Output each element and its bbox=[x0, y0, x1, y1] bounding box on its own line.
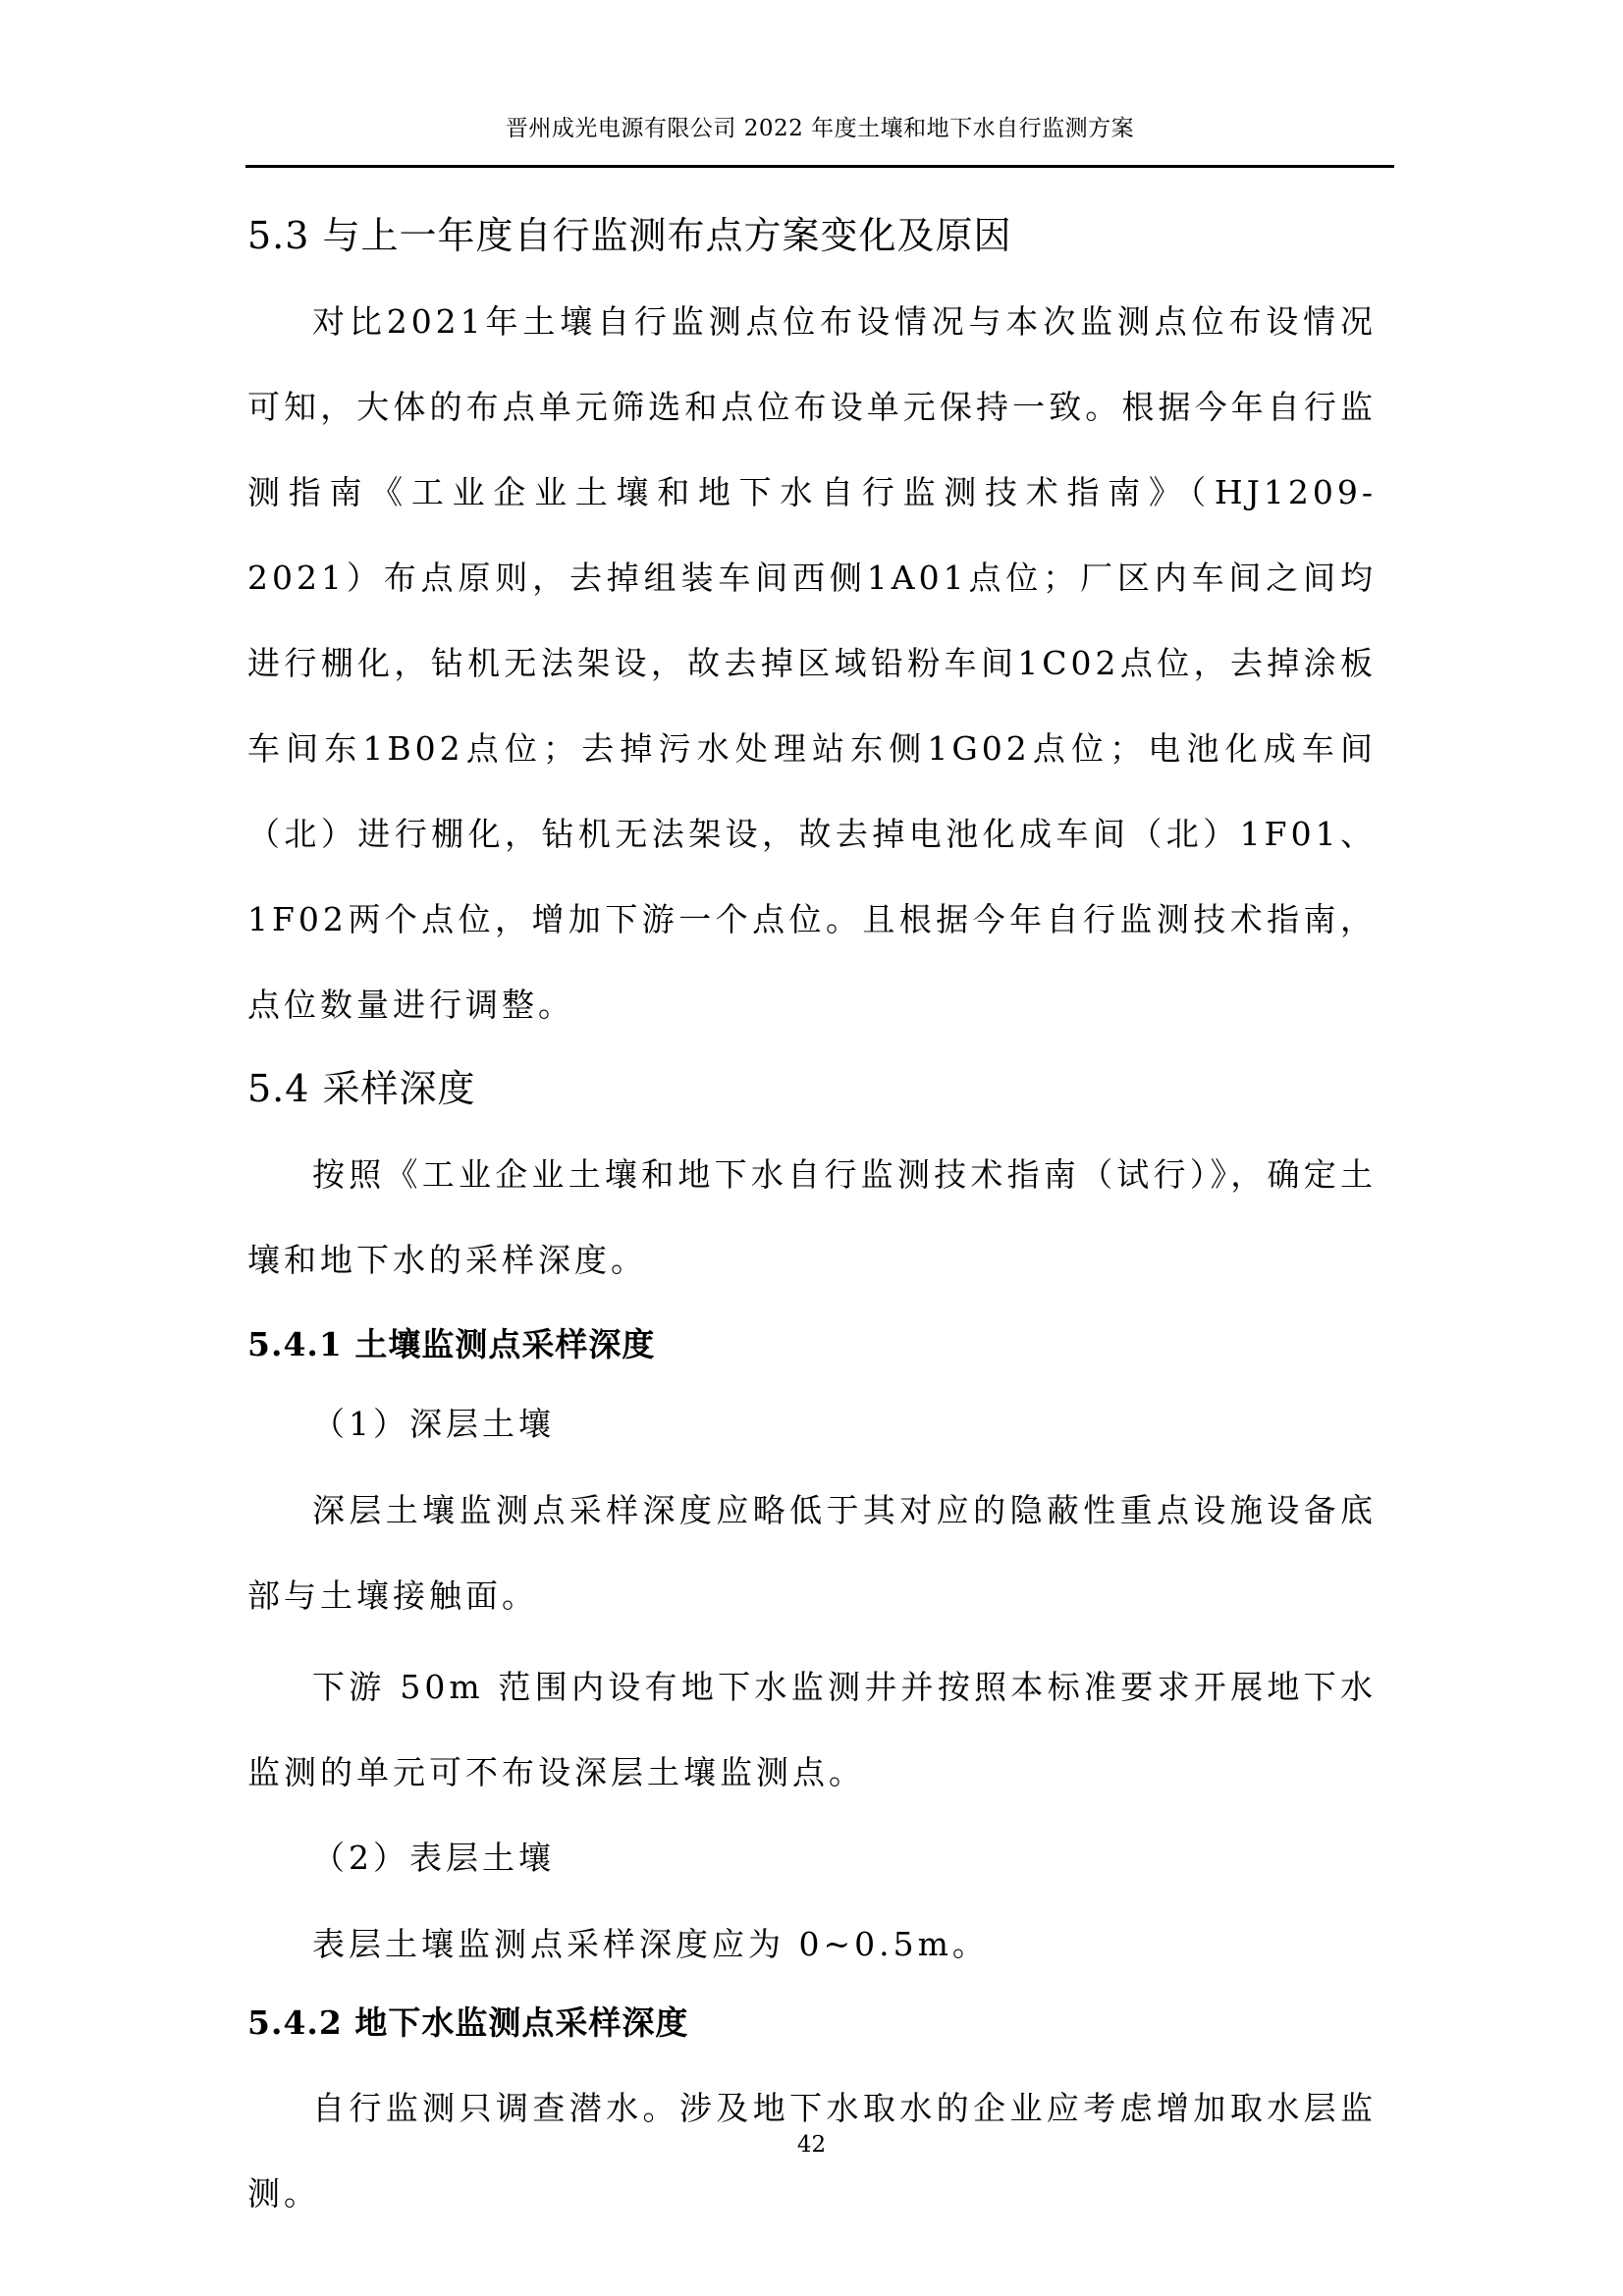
body-paragraph: 表层土壤监测点采样深度应为 0~0.5m。 bbox=[312, 1925, 989, 1963]
body-paragraph: 自行监测只调查潜水。涉及地下水取水的企业应考虑增加取水层监测。 bbox=[247, 2089, 1377, 2213]
body-paragraph: 深层土壤监测点采样深度应略低于其对应的隐蔽性重点设施设备底部与土壤接触面。 bbox=[247, 1491, 1377, 1615]
body-paragraph: 按照《工业企业土壤和地下水自行监测技术指南（试行）》，确定土壤和地下水的采样深度。 bbox=[247, 1155, 1377, 1279]
page-number: 42 bbox=[796, 2132, 827, 2158]
section-5-4-1 bbox=[247, 1314, 1377, 1987]
body-paragraph: 对比2021年土壤自行监测点位布设情况与本次监测点位布设情况可知，大体的布点单元筛选和点位布设单元保持一致。根据今年自行监测指南《工业企业土壤和地下水自行监测技术指南》（HJ1209-2021）布点原则，去掉组装车间西侧1A01点位；厂区内车间之间均进行棚化，钻机无法架设，故去掉区域铅粉车间1C02点位，去掉涂板车间东1B02点位；去掉污水处理站东侧1G02点位；电池化成车间（北）进行棚化，钻机无法架设，故去掉电池化成车间（北）1F01、1F02两个点位，增加下游一个点位。且根据今年自行监测技术指南，点位数量进行调整。 bbox=[247, 302, 1377, 1024]
section-5-4 bbox=[247, 1059, 1377, 1303]
surface-soil-label: （2）表层土壤 bbox=[312, 1839, 555, 1877]
body-paragraph: 下游 50m 范围内设有地下水监测井并按照本标准要求开展地下水监测的单元可不布设深层土壤监测点。 bbox=[247, 1668, 1377, 1791]
section-5-4-2 bbox=[247, 1993, 1377, 2236]
running-header: 晋州成光电源有限公司 2022 年度土壤和地下水自行监测方案 bbox=[505, 116, 1135, 141]
section-5-3 bbox=[247, 206, 1377, 1047]
page-content bbox=[247, 206, 1377, 2248]
section-heading: 5.3 与上一年度自行监测布点方案变化及原因 bbox=[247, 214, 1012, 257]
subsection-heading: 5.4.2 地下水监测点采样深度 bbox=[247, 2003, 689, 2042]
header-divider bbox=[245, 165, 1394, 168]
deep-soil-label: （1）深层土壤 bbox=[312, 1405, 555, 1443]
section-heading: 5.4 采样深度 bbox=[247, 1067, 476, 1110]
subsection-heading: 5.4.1 土壤监测点采样深度 bbox=[247, 1325, 656, 1363]
